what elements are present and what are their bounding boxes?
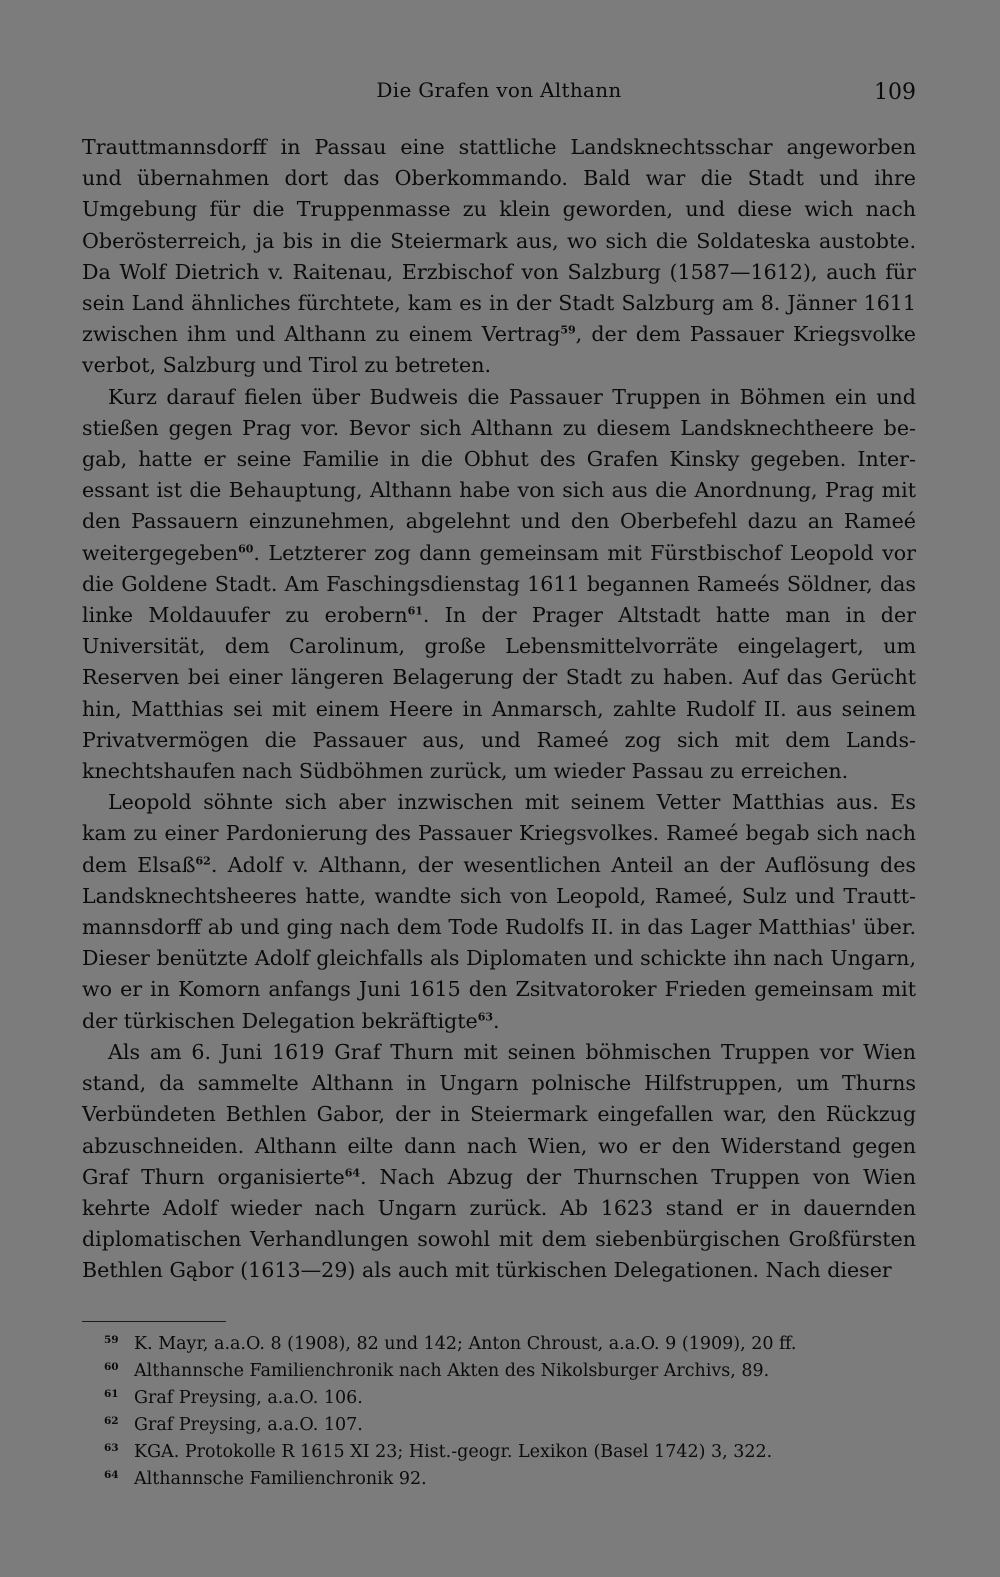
footnote-number: 61 <box>104 1388 119 1400</box>
footnote-number: 62 <box>104 1415 119 1427</box>
main-text <box>82 132 916 1287</box>
footnote-ref-61: 61 <box>407 604 423 618</box>
text-run: Trauttmannsdorff in Passau eine stattliche Landsknechtsschar angeworben und übernahmen dort das Oberkommando. Bald war die Stadt und ihre Umgebung für die Truppenmasse zu klein geworden, und diese wich nach Oberösterreich, ja bis in die Steiermark aus, wo sich die Soldateska austobte. Da Wolf Dietrich v. Raitenau, Erzbischof von Salzburg (1587—1612), auch für sein Land ähnliches fürchtete, kam es in der Stadt Salzburg am 8. Jänner 1611 zwischen ihm und Althann zu einem Vertrag <box>82 135 916 347</box>
footnote-number: 63 <box>104 1442 119 1454</box>
footnote-text: Althannsche Familienchronik nach Akten des Nikolsburger Archivs, 89. <box>134 1361 770 1381</box>
footnote-ref-60: 60 <box>238 541 254 555</box>
footnote-63 <box>104 1439 916 1466</box>
footnote-62 <box>104 1412 916 1439</box>
text-run: Als am 6. Juni 1619 Graf Thurn mit seinen böhmischen Truppen vor Wien stand, da sammelte Althann in Ungarn polnische Hilfstruppen, um Thurns Verbündeten Bethlen Gabor, der in Steiermark eingefallen war, den Rückzug abzuschneiden. Althann eilte dann nach Wien, wo er den Widerstand gegen Graf Thurn organisierte <box>82 1039 916 1189</box>
paragraph-2 <box>82 382 916 788</box>
paragraph-1 <box>82 132 916 382</box>
footnote-separator <box>82 1321 226 1322</box>
footnote-60 <box>104 1358 916 1385</box>
text-run: . Letzterer zog dann gemeinsam mit Fürstbischof Leopold vor die Goldene Stadt. Am Faschingsdienstag 1611 begannen Rameés Söldner, das linke Moldauufer zu erobern <box>82 540 916 628</box>
footnote-number: 60 <box>104 1361 119 1373</box>
running-title: Die Grafen von Althann <box>376 78 622 102</box>
footnote-ref-62: 62 <box>195 853 211 867</box>
footnote-64 <box>104 1466 916 1493</box>
text-run: . Nach Abzug der Thurnschen Truppen von Wien kehrte Adolf wieder nach Ungarn zurück. Ab 1623 stand er in dauernden diplomatischen Verhandlungen sowohl mit dem siebenbürgischen Großfürsten Bethlen Gąbor (1613—29) als auch mit türkischen Delegationen. Nach dieser <box>82 1164 916 1283</box>
footnote-ref-63: 63 <box>477 1010 493 1023</box>
text-run: Kurz darauf fielen über Budweis die Passauer Truppen in Böhmen ein und stießen gegen Prag vor. Bevor sich Althann zu diesem Landsknechtheere begab, hatte er seine Familie in die Obhut des Grafen Kinsky gegeben. Interessant ist die Behauptung, Althann habe von sich aus die Anordnung, Prag mit den Passauern einzunehmen, abgelehnt und den Oberbefehl dazu an Rameé weitergegeben <box>82 384 916 565</box>
text-run: . <box>493 1008 500 1033</box>
footnote-ref-64: 64 <box>344 1166 361 1180</box>
text-run: Leopold söhnte sich aber inzwischen mit seinem Vetter Matthias aus. Es kam zu einer Pardonierung des Passauer Kriegsvolkes. Rameé begab sich nach dem Elsaß <box>82 790 916 877</box>
footnote-text: Graf Preysing, a.a.O. 107. <box>134 1415 363 1435</box>
footnotes <box>104 1331 916 1493</box>
paragraph-3 <box>82 787 916 1037</box>
page-number: 109 <box>874 80 916 105</box>
text-run: , der dem Passauer Kriegsvolke verbot, Salzburg und Tirol zu betreten. <box>82 322 916 378</box>
footnote-61 <box>104 1385 916 1412</box>
footnote-text: K. Mayr, a.a.O. 8 (1908), 82 und 142; Anton Chroust, a.a.O. 9 (1909), 20 ff. <box>134 1334 797 1354</box>
footnote-number: 59 <box>104 1334 119 1346</box>
footnote-text: KGA. Protokolle R 1615 XI 23; Hist.-geogr. Lexikon (Basel 1742) 3, 322. <box>134 1442 773 1462</box>
footnote-ref-59: 59 <box>560 323 576 337</box>
page-header <box>82 74 916 114</box>
footnote-text: Graf Preysing, a.a.O. 106. <box>134 1388 363 1408</box>
footnote-59 <box>104 1331 916 1358</box>
text-run: . Adolf v. Althann, der wesentlichen Anteil an der Auflösung des Landsknechtsheeres hatte, wandte sich von Leopold, Rameé, Sulz und Trauttmannsdorff ab und ging nach dem Tode Rudolfs II. in das Lager Matthias' über. Dieser benützte Adolf gleichfalls als Diplomaten und schickte ihn nach Ungarn, wo er in Komorn anfangs Juni 1615 den Zsitvatoroker Frieden gemeinsam mit der türkischen Delegation bekräftigte <box>82 852 916 1033</box>
paragraph-4 <box>82 1037 916 1287</box>
footnote-number: 64 <box>104 1469 119 1481</box>
text-run: . In der Prager Altstadt hatte man in der Universität, dem Carolinum, große Lebensmittelvorräte eingelagert, um Reserven bei einer längeren Belagerung der Stadt zu haben. Auf das Gerücht hin, Matthias sei mit einem Heere in Anmarsch, zahlte Rudolf II. aus seinem Privatvermögen die Passauer aus, und Rameé zog sich mit dem Landsknechtshaufen nach Südböhmen zurück, um wieder Passau zu erreichen. <box>82 603 916 784</box>
footnote-text: Althannsche Familienchronik 92. <box>134 1469 427 1489</box>
